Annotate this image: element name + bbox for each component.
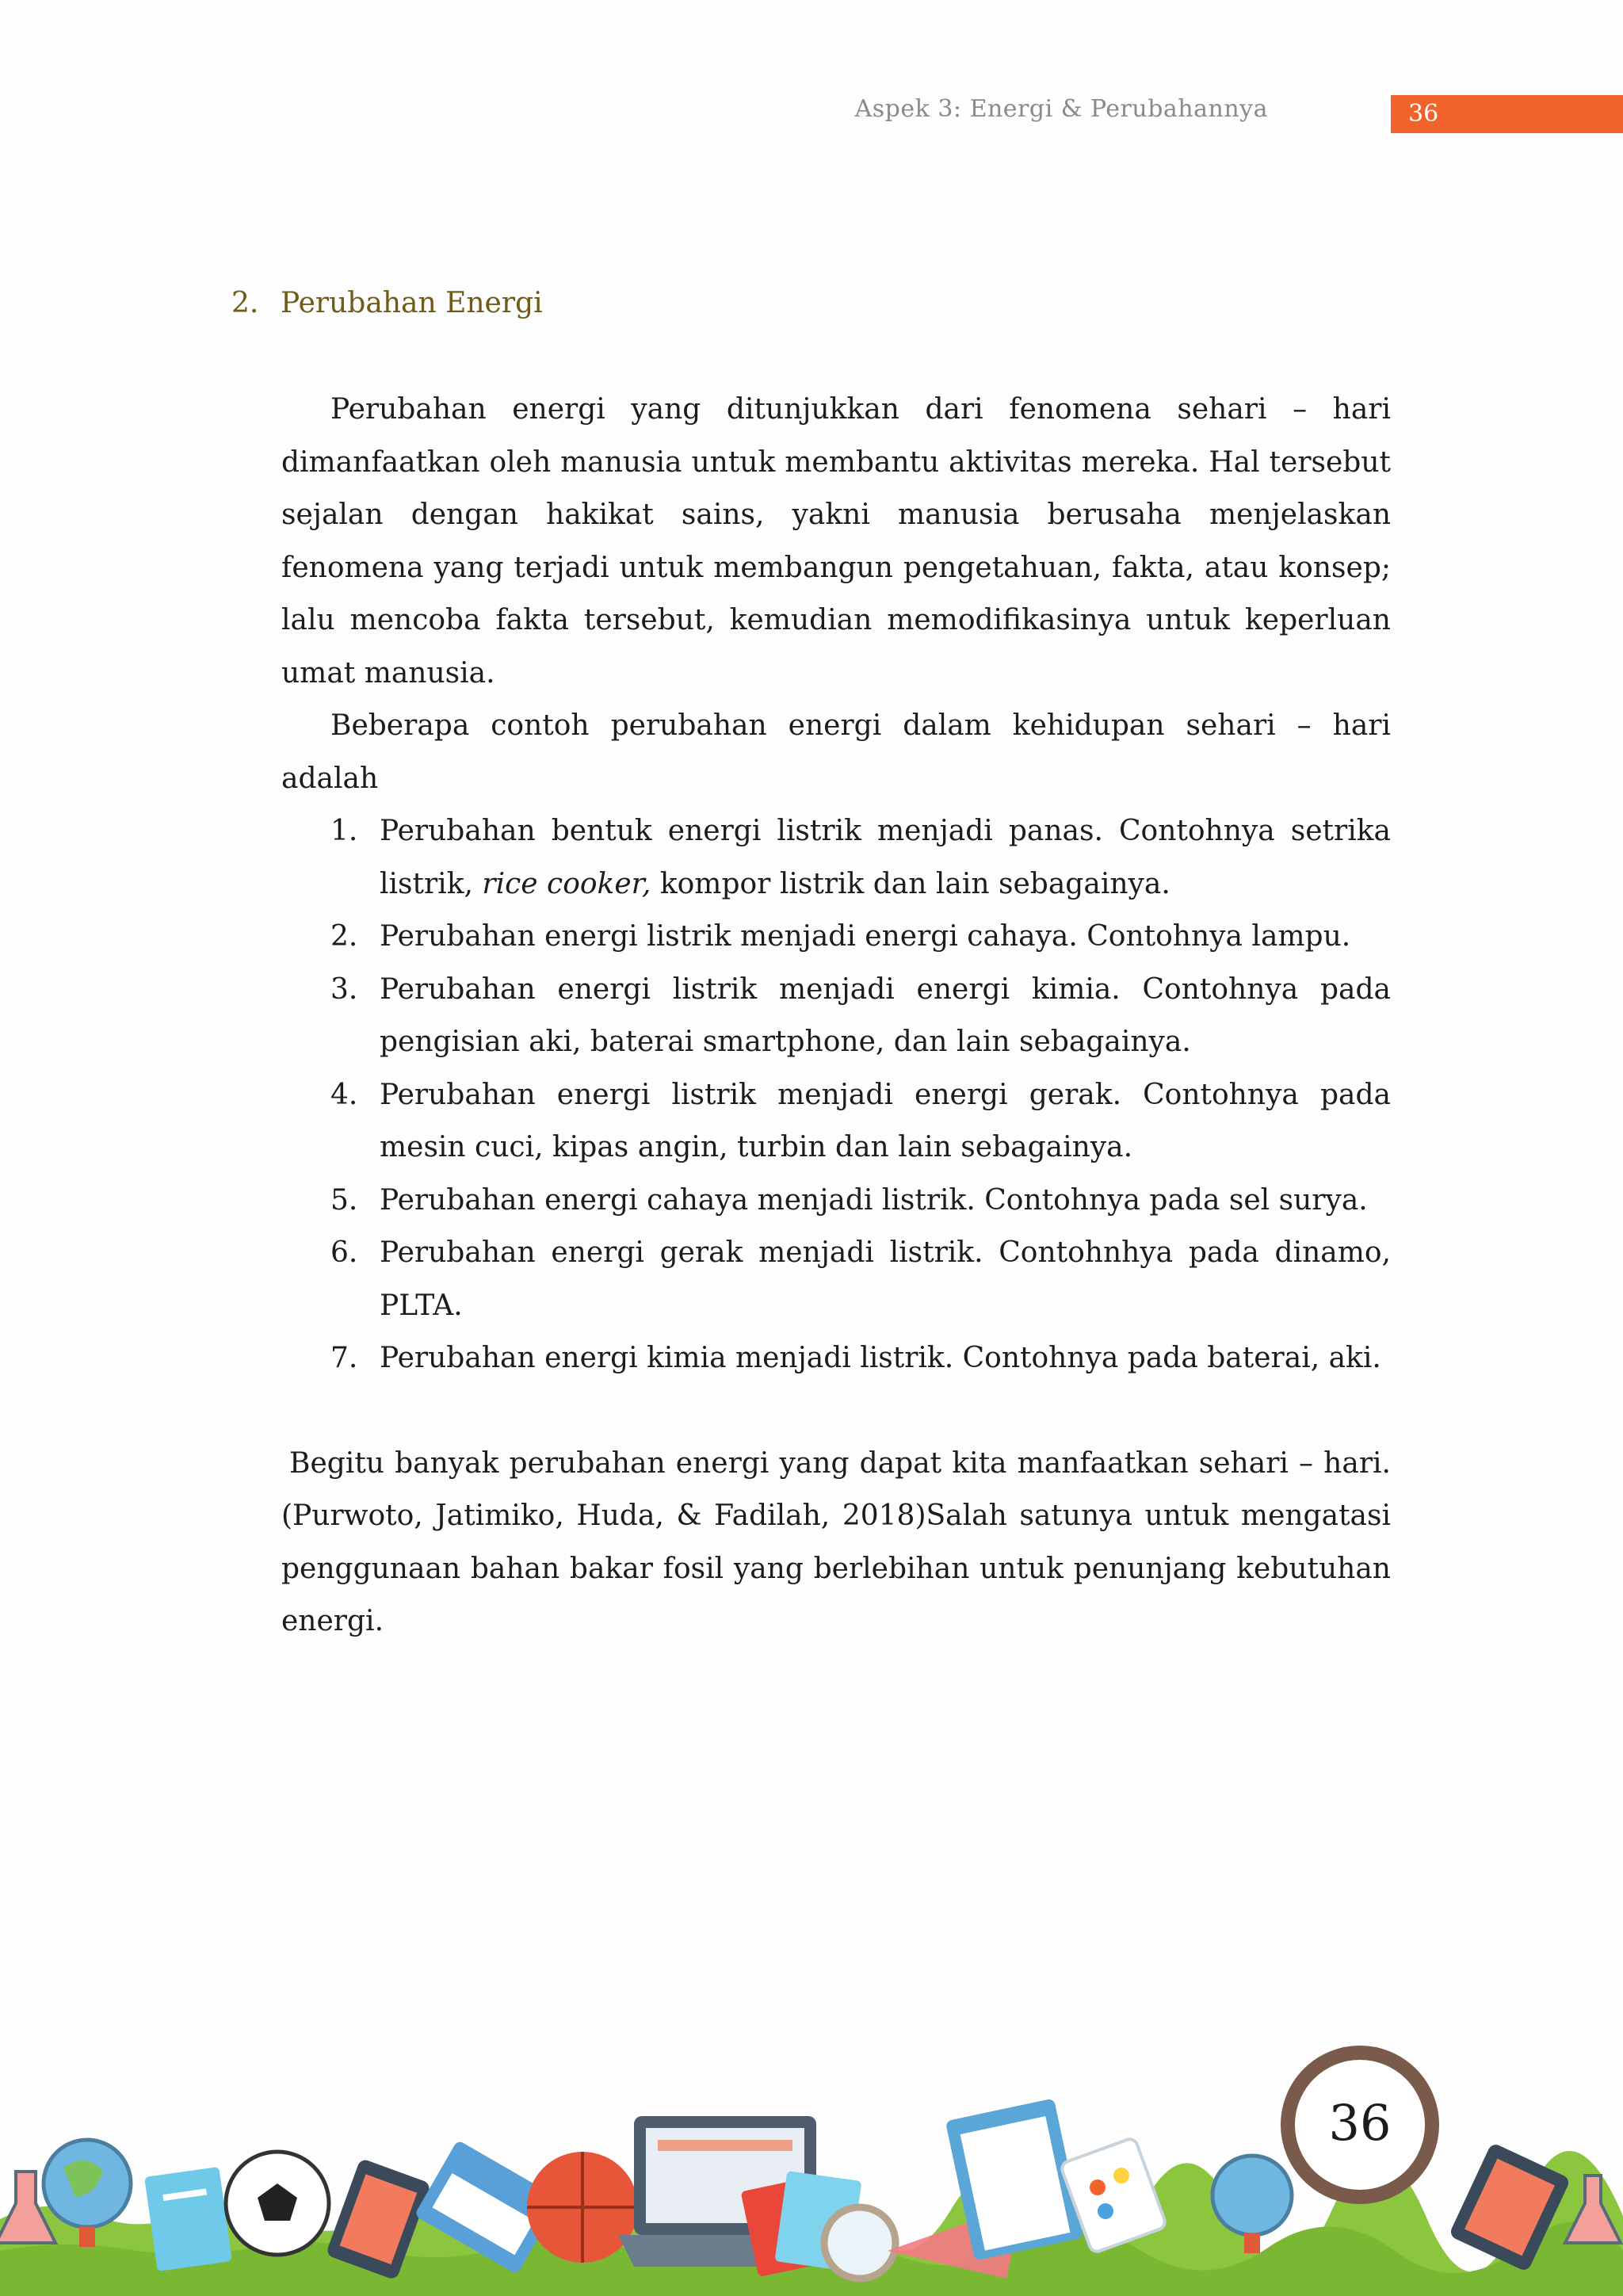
closing-paragraph: Begitu banyak perubahan energi yang dapat kita manfaatkan sehari – hari. (Purwoto, Jatimiko, Huda, & Fadilah, 2018)Salah satunya untuk mengatasi penggunaan bahan bakar fosil yang berlebihan untuk penunjang kebutuhan energi.	[281, 1446, 1391, 1637]
examples-lead-paragraph: Beberapa contoh perubahan energi dalam kehidupan sehari – hari adalah	[281, 709, 1391, 795]
list-marker: 5.	[330, 1183, 358, 1217]
list-marker: 3.	[330, 972, 358, 1006]
intro-paragraph: Perubahan energi yang ditunjukkan dari fenomena sehari – hari dimanfaatkan oleh manusia untuk membantu aktivitas mereka. Hal tersebut sejalan dengan hakikat sains, yakni manusia berusaha menjelaskan fenomena yang terjadi untuk membangun pengetahuan, fakta, atau konsep; lalu mencoba fakta tersebut, kemudian memodifikasinya untuk keperluan umat manusia.	[281, 393, 1391, 690]
basketball-icon	[527, 2152, 638, 2263]
paragraph-spacer	[281, 1385, 1391, 1438]
soccer-ball-icon	[226, 2152, 329, 2255]
list-item	[330, 911, 1391, 964]
magnifying-glass-icon	[824, 2207, 896, 2279]
running-header-title: Aspek 3: Energi & Perubahannya	[854, 95, 1268, 123]
body-content	[281, 384, 1391, 1648]
examples-list	[281, 805, 1391, 1385]
header-page-badge: 36	[1391, 95, 1623, 133]
notebook-icon	[144, 2167, 232, 2271]
list-item-text: Perubahan energi cahaya menjadi listrik. Contohnya pada sel surya.	[380, 1183, 1368, 1217]
list-item-text: Perubahan energi listrik menjadi energi cahaya. Contohnya lampu.	[380, 920, 1351, 953]
list-marker: 6.	[330, 1236, 358, 1269]
list-item-text: Perubahan energi listrik menjadi energi kimia. Contohnya pada pengisian aki, baterai smartphone, dan lain sebagainya.	[380, 972, 1391, 1058]
section-heading	[231, 287, 543, 319]
list-item-italic-term: rice cooker,	[482, 867, 651, 900]
list-item-text: Perubahan energi listrik menjadi energi gerak. Contohnya pada mesin cuci, kipas angin, turbin dan lain sebagainya.	[380, 1078, 1391, 1163]
list-marker: 2.	[330, 920, 358, 953]
list-item	[330, 1069, 1391, 1175]
list-marker: 7.	[330, 1342, 358, 1374]
list-item	[330, 805, 1391, 911]
list-item	[330, 1332, 1391, 1385]
list-item-text: Perubahan energi kimia menjadi listrik. Contohnya pada baterai, aki.	[380, 1342, 1381, 1374]
footer-page-number: 36	[1281, 2046, 1439, 2204]
list-item-text: Perubahan bentuk energi listrik menjadi panas. Contohnya setrika listrik,	[380, 815, 1391, 900]
list-item	[330, 964, 1391, 1069]
list-item	[330, 1175, 1391, 1228]
section-number: 2.	[231, 287, 259, 319]
section-title: Perubahan Energi	[281, 287, 543, 319]
list-item-text: Perubahan energi gerak menjadi listrik. Contohnhya pada dinamo, PLTA.	[380, 1236, 1391, 1322]
list-marker: 1.	[330, 815, 358, 847]
list-marker: 4.	[330, 1078, 358, 1111]
list-item	[330, 1227, 1391, 1332]
list-item-text-end: kompor listrik dan lain sebagainya.	[651, 867, 1170, 900]
